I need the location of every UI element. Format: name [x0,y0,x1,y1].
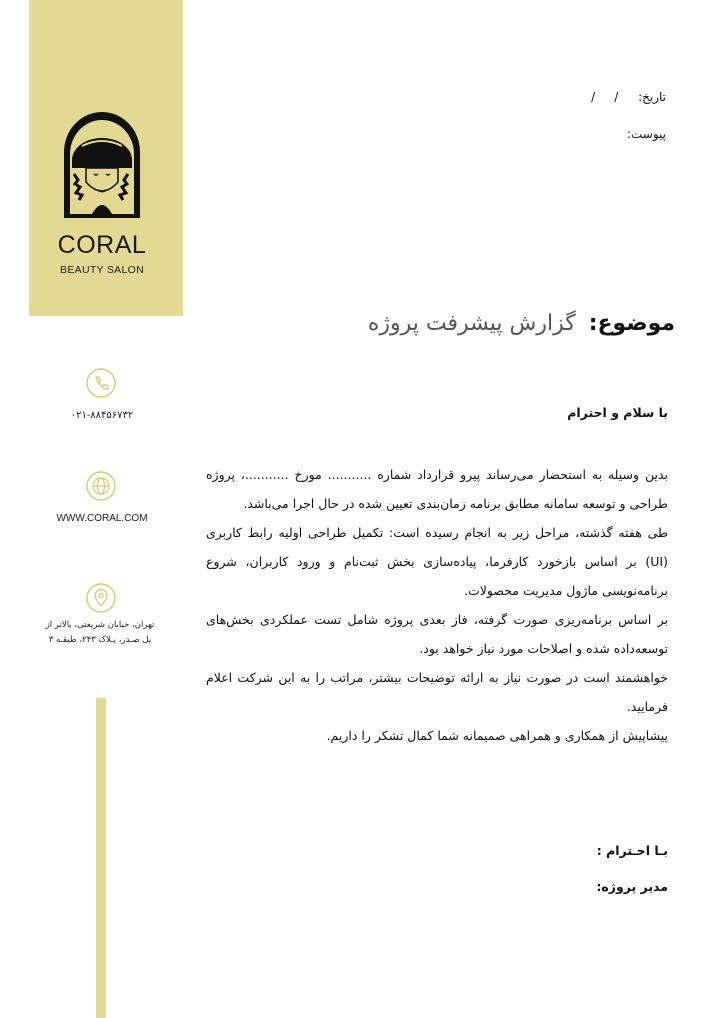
address-line-2: پل صـدر، پـلاک ۲۴۳، طبقـه ۳ [48,635,152,645]
subject-line [368,311,675,336]
date-row [591,90,666,104]
paragraph: بر اساس برنامه‌ریزی صورت گرفته، فاز بعدی پروژه شامل تست عملکردی بخش‌های توسعه‌داده شده و اصلاحات مورد نیاز خواهد بود. [206,612,668,656]
coral-logo-icon [62,110,142,220]
salutation: با سلام و احترام [567,405,668,420]
attachment-label: پیوست: [626,127,666,141]
letter-body [206,460,668,750]
subject-label: موضوع: [588,311,675,336]
website: WWW.CORAL.COM [56,513,148,524]
date-label: تاریخ: [638,90,666,104]
signer-title: مدیر پروژه: [596,879,668,894]
paragraph: خواهشمند است در صورت نیاز به ارائه توضیحات بیشتر، مراتب را به این شرکت اعلام فرمایید. [206,670,668,714]
decorative-bar [96,698,106,1018]
address-line-1: تهران، خیابان شریعتی، بالاتر از [45,620,155,630]
date-slashes: / / [591,90,619,104]
brand-subtitle: BEAUTY SALON [60,264,144,276]
subject-value: گزارش پیشرفت پروژه [367,311,576,336]
globe-icon [86,471,116,501]
address [30,618,170,648]
closing: بـا احـترام : [596,843,668,858]
paragraph: پیشاپیش از همکاری و همراهی صمیمانه شما کمال تشکر را داریم. [326,728,668,743]
paragraph: بدین وسیله به استحضار می‌رساند پیرو قرارداد شماره ........... مورخ ...........، پروژه طراحی و توسعه سامانه مطابق برنامه زمان‌بندی تعیین شده در حال اجرا می‌باشد. [206,467,668,511]
phone-number: ۰۲۱-۸۸۴۵۶۷۳۲ [70,410,134,421]
brand-name: CORAL [57,231,147,259]
phone-icon [86,368,116,398]
paragraph: طی هفته گذشته، مراحل زیر به انجام رسیده است: تکمیل طراحی اولیه رابط کاربری (UI) بر اساس بازخورد کارفرما، پیاده‌سازی بخش ثبت‌نام و ورود کاربران، شروع برنامه‌نویسی ماژول مدیریت محصولات. [206,525,668,598]
location-pin-icon [86,583,116,613]
